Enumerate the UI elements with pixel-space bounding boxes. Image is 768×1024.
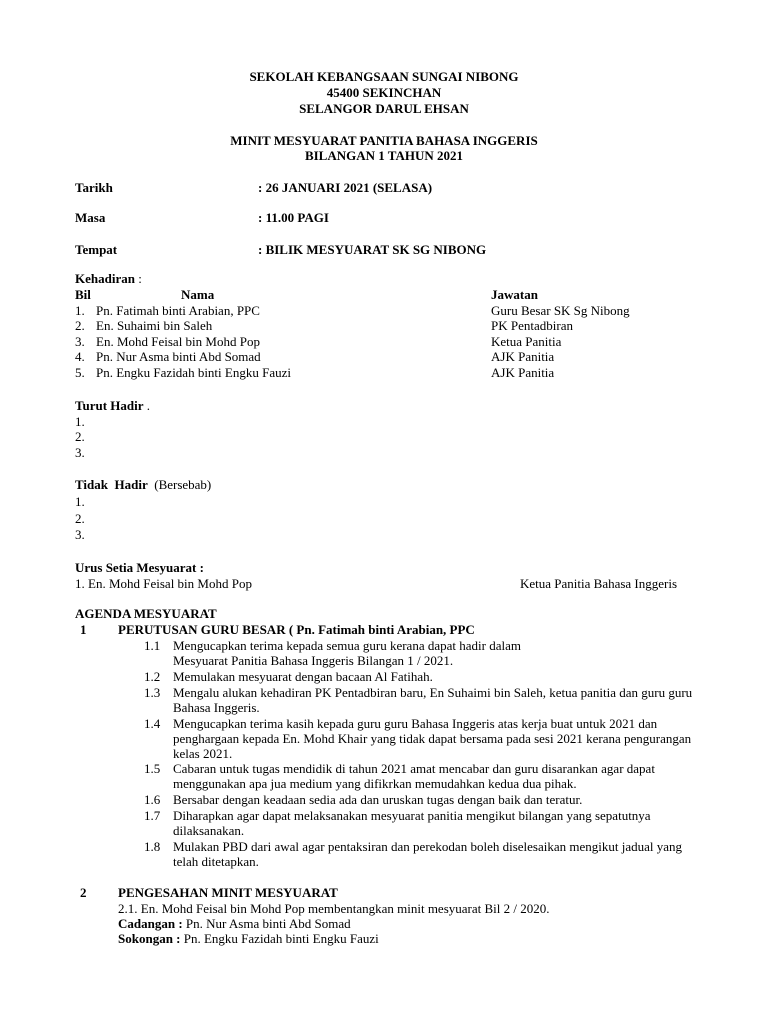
masa-label: Masa	[75, 210, 106, 225]
tempat-label: Tempat	[75, 242, 118, 257]
point-text: dilaksanakan.	[173, 823, 245, 838]
attendee-name: Pn. Nur Asma binti Abd Somad	[96, 349, 261, 364]
point-number: 1.8	[144, 839, 161, 854]
attendee-role: PK Pentadbiran	[491, 318, 573, 333]
attendee-no: 4.	[75, 349, 85, 364]
agenda-item-title: PENGESAHAN MINIT MESYUARAT	[118, 885, 338, 900]
point-number: 1.4	[144, 716, 161, 731]
document-title: MINIT MESYUARAT PANITIA BAHASA INGGERIS	[230, 133, 538, 148]
sokongan-value: Pn. Engku Fazidah binti Engku Fauzi	[180, 931, 379, 946]
attendee-no: 5.	[75, 365, 85, 380]
point-text: menggunakan apa jua medium yang difikrkan memudahkan kedua dua pihak.	[173, 776, 577, 791]
col-bil: Bil	[75, 287, 91, 302]
point-text: Mengalu alukan kehadiran PK Pentadbiran baru, En Suhaimi bin Saleh, ketua panitia dan guru guru	[173, 685, 693, 700]
cadangan-line	[118, 916, 351, 932]
tarikh-label: Tarikh	[75, 180, 113, 195]
masa-value: : 11.00 PAGI	[258, 210, 329, 225]
attendee-no: 3.	[75, 334, 85, 349]
agenda-item-number: 1	[80, 622, 87, 637]
point-text: Mulakan PBD dari awal agar pentaksiran dan perekodan boleh diselesaikan mengikut jadual yang	[173, 839, 683, 854]
tempat-value: : BILIK MESYUARAT SK SG NIBONG	[258, 242, 487, 257]
tidak-hadir-label: Tidak Hadir	[75, 477, 148, 492]
point-number: 1.5	[144, 761, 161, 776]
attendee-no: 1.	[75, 303, 85, 318]
urus-setia-heading: Urus Setia Mesyuarat :	[75, 560, 204, 575]
point-text: Bahasa Inggeris.	[173, 700, 260, 715]
kehadiran-label: Kehadiran	[75, 271, 135, 286]
tidak-hadir-item: 1.	[75, 494, 85, 509]
point-text: Mesyuarat Panitia Bahasa Inggeris Bilangan 1 / 2021.	[173, 653, 454, 668]
tidak-hadir-heading	[75, 477, 211, 493]
cadangan-label: Cadangan :	[118, 916, 183, 931]
point-number: 1.2	[144, 669, 161, 684]
kehadiran-heading	[75, 271, 142, 287]
attendee-role: AJK Panitia	[491, 349, 555, 364]
sokongan-label: Sokongan :	[118, 931, 181, 946]
pengesahan-text: 2.1. En. Mohd Feisal bin Mohd Pop membentangkan minit mesyuarat Bil 2 / 2020.	[118, 901, 550, 916]
point-text: Cabaran untuk tugas mendidik di tahun 2021 amat mencabar dan guru disarankan agar dapat	[173, 761, 655, 776]
point-text: Diharapkan agar dapat melaksanakan mesyuarat panitia mengikut bilangan yang sepatutnya	[173, 808, 651, 823]
point-text: kelas 2021.	[173, 746, 233, 761]
attendee-name: Pn. Fatimah binti Arabian, PPC	[96, 303, 260, 318]
point-text: Mengucapkan terima kasih kepada guru guru Bahasa Inggeris atas kerja buat untuk 2021 dan	[173, 716, 658, 731]
school-postcode: 45400 SEKINCHAN	[326, 85, 442, 100]
attendee-role: Ketua Panitia	[491, 334, 562, 349]
attendee-name: En. Suhaimi bin Saleh	[96, 318, 213, 333]
point-text: Mengucapkan terima kepada semua guru kerana dapat hadir dalam	[173, 638, 521, 653]
turut-hadir-item: 1.	[75, 414, 85, 429]
point-text: penghargaan kepada En. Mohd Khair yang tidak dapat bersama pada sesi 2021 kerana pengurangan	[173, 731, 692, 746]
document-subtitle: BILANGAN 1 TAHUN 2021	[304, 148, 464, 163]
tidak-hadir-note: (Bersebab)	[154, 477, 212, 492]
turut-hadir-heading	[75, 398, 150, 414]
turut-hadir-item: 2.	[75, 429, 85, 444]
agenda-item-title: PERUTUSAN GURU BESAR ( Pn. Fatimah binti Arabian, PPC	[118, 622, 475, 637]
attendee-role: Guru Besar SK Sg Nibong	[491, 303, 630, 318]
point-text: telah ditetapkan.	[173, 854, 259, 869]
point-text: Memulakan mesyuarat dengan bacaan Al Fatihah.	[173, 669, 433, 684]
point-number: 1.6	[144, 792, 161, 807]
tarikh-value: : 26 JANUARI 2021 (SELASA)	[258, 180, 433, 195]
turut-hadir-label: Turut Hadir	[75, 398, 144, 413]
turut-hadir-item: 3.	[75, 445, 85, 460]
tidak-hadir-item: 2.	[75, 511, 85, 526]
sokongan-line	[118, 931, 379, 947]
attendee-name: Pn. Engku Fazidah binti Engku Fauzi	[96, 365, 291, 380]
turut-hadir-suffix: .	[143, 398, 151, 413]
point-number: 1.1	[144, 638, 161, 653]
point-text: Bersabar dengan keadaan sedia ada dan uruskan tugas dengan baik dan teratur.	[173, 792, 583, 807]
agenda-item-number: 2	[80, 885, 87, 900]
tidak-hadir-item: 3.	[75, 527, 85, 542]
attendee-name: En. Mohd Feisal bin Mohd Pop	[96, 334, 260, 349]
point-number: 1.3	[144, 685, 161, 700]
school-state: SELANGOR DARUL EHSAN	[299, 101, 469, 116]
urus-setia-name: 1. En. Mohd Feisal bin Mohd Pop	[75, 576, 252, 591]
col-nama: Nama	[181, 287, 215, 302]
cadangan-value: Pn. Nur Asma binti Abd Somad	[182, 916, 351, 931]
kehadiran-colon: :	[134, 271, 142, 286]
urus-setia-role: Ketua Panitia Bahasa Inggeris	[520, 576, 678, 591]
agenda-heading: AGENDA MESYUARAT	[75, 606, 217, 621]
attendee-no: 2.	[75, 318, 85, 333]
attendee-role: AJK Panitia	[491, 365, 555, 380]
col-jawatan: Jawatan	[491, 287, 538, 302]
school-name: SEKOLAH KEBANGSAAN SUNGAI NIBONG	[249, 69, 519, 84]
point-number: 1.7	[144, 808, 161, 823]
